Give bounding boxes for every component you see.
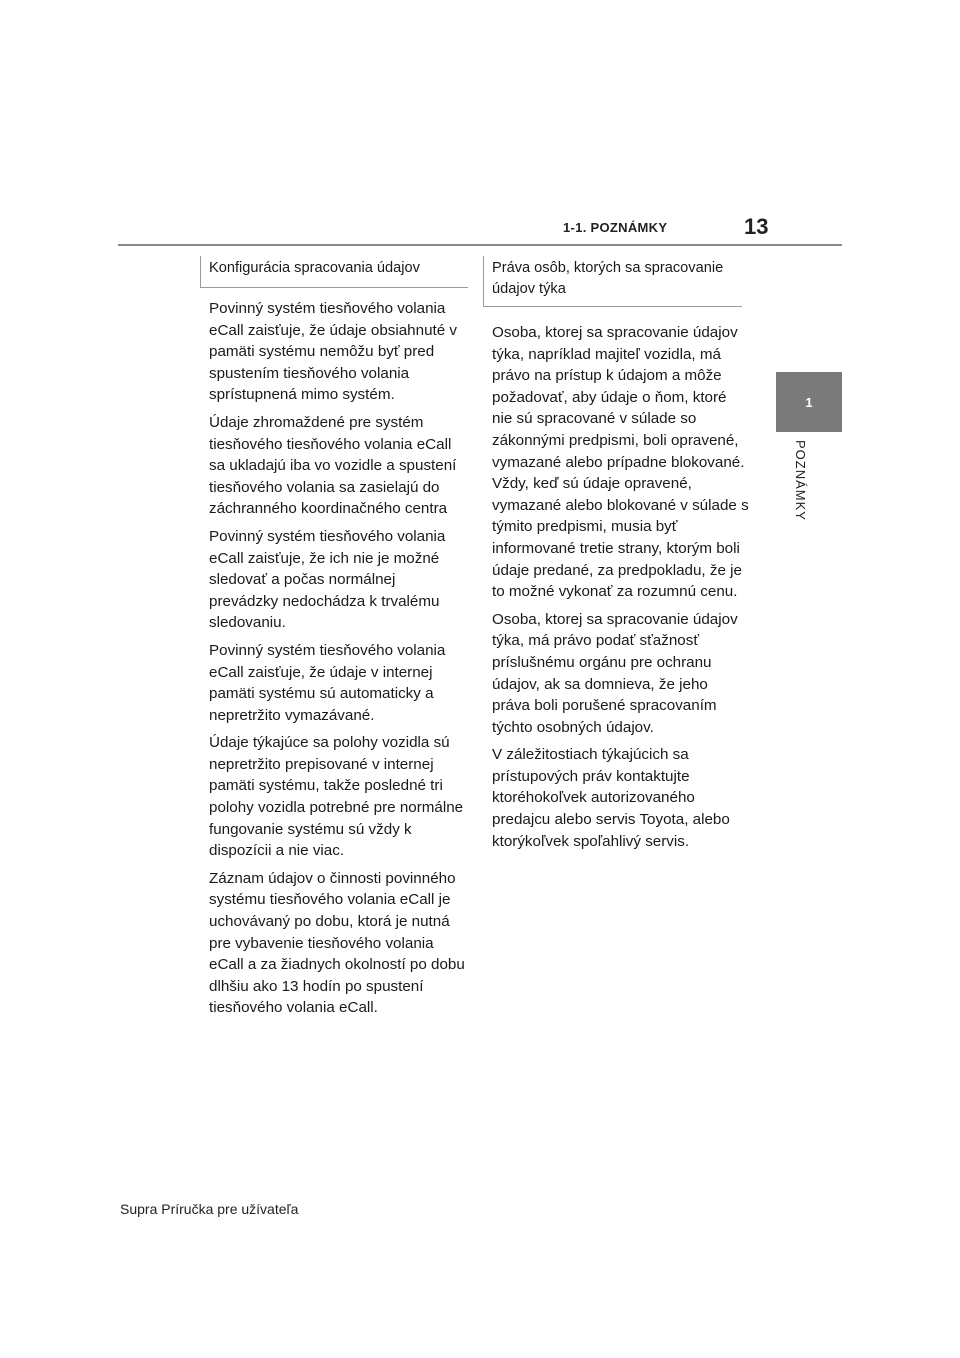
subheading-data-subject-rights: Práva osôb, ktorých sa spracovanie údajov týka [483,256,742,307]
paragraph: V záležitostiach týkajúcich sa prístupových práv kontaktujte ktoréhokoľvek autorizovaného predajcu alebo servis Toyota, alebo ktorýkoľvek spoľahlivý servis. [492,746,730,850]
paragraph: Povinný systém tiesňového volania eCall zaisťuje, že ich nie je možné sledovať a počas normálnej prevádzky nedochádza k trvalému sledovaniu. [209,527,446,632]
right-column [492,256,750,858]
page-number: 13 [744,214,769,239]
paragraph: Údaje týkajúce sa polohy vozidla sú nepretržito prepisované v internej pamäti systému, takže posledné tri polohy vozidla potrebné pre normálne fungovanie systému sú vždy k dispozícii a nie viac. [209,734,464,860]
section-title: 1-1. POZNÁMKY [563,220,668,235]
subheading-configuration: Konfigurácia spracovania údajov [200,256,468,288]
footer-manual-title: Supra Príručka pre užívateľa [120,1201,299,1217]
paragraph: Osoba, ktorej sa spracovanie údajov týka, napríklad majiteľ vozidla, má právo na prístup k údajom a môže požadovať, aby údaje o ňom, ktoré nie sú spracované v súlade so zákonnými predpismi, boli opravené, vymazané alebo prípadne blokované. Vždy, keď sú údaje opravené, vymazané alebo blokované v súlade s týmito predpismi, musia byť informované tretie strany, ktorým boli údaje predané, za predpokladu, že je to možné vykonať za rozumnú cenu. [492,324,749,601]
paragraph: Údaje zhromaždené pre systém tiesňového tiesňového volania eCall sa ukladajú iba vo vozidle a spustení tiesňového volania sa zasielajú do záchranného koordinačného centra [209,413,457,518]
paragraph: Záznam údajov o činnosti povinného systému tiesňového volania eCall je uchovávaný po dobu, ktorá je nutná pre vybavenie tiesňového volania eCall a za žiadnych okolností po dobu dlhšiu ako 13 hodín po spustení tiesňového volania eCall. [209,869,465,1017]
chapter-tab-label: POZNÁMKY [793,440,808,521]
paragraph: Povinný systém tiesňového volania eCall zaisťuje, že údaje v internej pamäti systému sú automaticky a nepretržito vymazávané. [209,641,446,724]
paragraph: Povinný systém tiesňového volania eCall zaisťuje, že údaje obsiahnuté v pamäti systému nemôžu byť pred spustením tiesňového volania sprístupnená mimo systém. [209,300,458,404]
left-column [209,256,467,1025]
paragraph: Osoba, ktorej sa spracovanie údajov týka, má právo podať sťažnosť príslušnému orgánu pre ochranu údajov, ak sa domnieva, že jeho práva boli porušené spracovaním týchto osobných údajov. [492,610,738,736]
chapter-tab[interactable]: 1 [776,372,842,432]
header-divider [118,244,842,246]
